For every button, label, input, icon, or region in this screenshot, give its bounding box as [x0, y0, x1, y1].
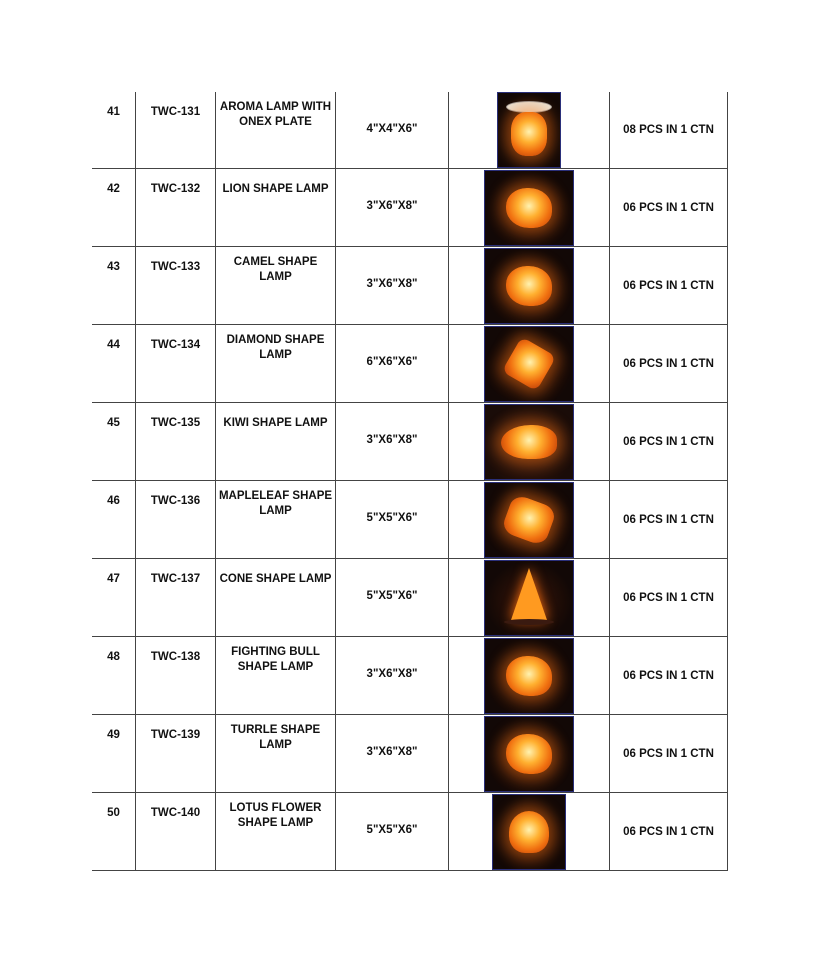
item-description-cell: [216, 169, 336, 247]
item-size: 6"X6"X6": [366, 356, 418, 368]
item-size-cell: [336, 92, 449, 169]
item-code-cell: [136, 325, 216, 403]
item-packing: 06 PCS IN 1 CTN: [623, 279, 714, 292]
bull-lamp-photo-icon: [484, 638, 574, 714]
item-photo-cell: [449, 715, 610, 793]
item-number: 49: [107, 729, 120, 741]
item-description-cell: [216, 92, 336, 169]
product-table-sheet: [92, 92, 725, 871]
item-code-cell: [136, 559, 216, 637]
item-description: DIAMOND SHAPE LAMP: [226, 334, 325, 361]
product-table: [92, 92, 728, 871]
item-size-cell: [336, 169, 449, 247]
item-packing: 06 PCS IN 1 CTN: [623, 513, 714, 526]
item-size: 3"X6"X8": [366, 278, 418, 290]
item-code: TWC-140: [150, 807, 201, 819]
item-packing: 06 PCS IN 1 CTN: [623, 435, 714, 448]
item-number: 46: [107, 495, 120, 507]
item-code-cell: [136, 481, 216, 559]
table-row: [92, 247, 728, 325]
item-photo-cell: [449, 247, 610, 325]
table-row: [92, 715, 728, 793]
item-description-cell: [216, 481, 336, 559]
item-description: TURRLE SHAPE LAMP: [230, 724, 321, 751]
item-code-cell: [136, 793, 216, 871]
turtle-lamp-photo-icon: [484, 716, 574, 792]
item-number-cell: [92, 325, 136, 403]
item-size: 5"X5"X6": [366, 512, 418, 524]
item-number: 43: [107, 261, 120, 273]
item-description-cell: [216, 715, 336, 793]
item-code-cell: [136, 169, 216, 247]
item-number-cell: [92, 559, 136, 637]
item-description: AROMA LAMP WITH ONEX PLATE: [219, 101, 332, 128]
aroma-lamp-photo-icon: [497, 92, 561, 168]
item-description: LOTUS FLOWER SHAPE LAMP: [229, 802, 322, 829]
item-packing-cell: [610, 92, 728, 169]
item-packing-cell: [610, 247, 728, 325]
item-number-cell: [92, 715, 136, 793]
item-photo-cell: [449, 559, 610, 637]
item-description-cell: [216, 637, 336, 715]
lotus-lamp-photo-icon: [492, 794, 566, 870]
item-number: 48: [107, 651, 120, 663]
table-row: [92, 637, 728, 715]
item-description: CAMEL SHAPE LAMP: [233, 256, 318, 283]
item-size: 3"X6"X8": [366, 746, 418, 758]
item-size-cell: [336, 637, 449, 715]
item-photo-cell: [449, 637, 610, 715]
item-code: TWC-132: [150, 183, 201, 195]
item-number: 45: [107, 417, 120, 429]
item-code-cell: [136, 403, 216, 481]
item-packing-cell: [610, 793, 728, 871]
item-size-cell: [336, 403, 449, 481]
camel-lamp-photo-icon: [484, 248, 574, 324]
item-number-cell: [92, 92, 136, 169]
item-number: 50: [107, 807, 120, 819]
item-code: TWC-136: [150, 495, 201, 507]
item-code: TWC-139: [150, 729, 201, 741]
item-number: 42: [107, 183, 120, 195]
item-code: TWC-135: [150, 417, 201, 429]
item-photo-cell: [449, 92, 610, 169]
item-number-cell: [92, 793, 136, 871]
item-packing-cell: [610, 559, 728, 637]
table-row: [92, 793, 728, 871]
item-size: 5"X5"X6": [366, 824, 418, 836]
item-packing: 06 PCS IN 1 CTN: [623, 201, 714, 214]
item-description: CONE SHAPE LAMP: [219, 573, 332, 585]
item-description: KIWI SHAPE LAMP: [223, 417, 328, 429]
item-number: 41: [107, 106, 120, 118]
item-packing: 06 PCS IN 1 CTN: [623, 357, 714, 370]
diamond-lamp-photo-icon: [484, 326, 574, 402]
item-size: 4"X4"X6": [366, 123, 418, 135]
item-size-cell: [336, 793, 449, 871]
table-row: [92, 325, 728, 403]
item-size: 3"X6"X8": [366, 200, 418, 212]
item-packing-cell: [610, 325, 728, 403]
item-description: FIGHTING BULL SHAPE LAMP: [231, 646, 320, 673]
item-packing: 06 PCS IN 1 CTN: [623, 825, 714, 838]
item-photo-cell: [449, 403, 610, 481]
table-row: [92, 559, 728, 637]
item-packing: 08 PCS IN 1 CTN: [623, 124, 714, 136]
table-row: [92, 92, 728, 169]
item-number-cell: [92, 637, 136, 715]
item-code-cell: [136, 715, 216, 793]
item-packing-cell: [610, 169, 728, 247]
item-description-cell: [216, 559, 336, 637]
item-description: MAPLELEAF SHAPE LAMP: [218, 490, 333, 517]
item-code-cell: [136, 247, 216, 325]
item-code: TWC-134: [150, 339, 201, 351]
item-packing-cell: [610, 637, 728, 715]
lion-lamp-photo-icon: [484, 170, 574, 246]
table-row: [92, 403, 728, 481]
item-size: 5"X5"X6": [366, 590, 418, 602]
item-photo-cell: [449, 481, 610, 559]
item-number-cell: [92, 247, 136, 325]
item-packing-cell: [610, 481, 728, 559]
table-row: [92, 481, 728, 559]
item-photo-cell: [449, 169, 610, 247]
item-size-cell: [336, 559, 449, 637]
item-code: TWC-137: [150, 573, 201, 585]
item-number: 47: [107, 573, 120, 585]
item-description: LION SHAPE LAMP: [222, 183, 329, 195]
item-packing-cell: [610, 715, 728, 793]
item-code: TWC-138: [150, 651, 201, 663]
item-size: 3"X6"X8": [366, 434, 418, 446]
item-number-cell: [92, 481, 136, 559]
item-description-cell: [216, 247, 336, 325]
item-description-cell: [216, 793, 336, 871]
item-size-cell: [336, 481, 449, 559]
kiwi-lamp-photo-icon: [484, 404, 574, 480]
item-photo-cell: [449, 325, 610, 403]
item-code: TWC-131: [150, 106, 201, 118]
cone-lamp-photo-icon: [484, 560, 574, 636]
item-description-cell: [216, 403, 336, 481]
item-size-cell: [336, 247, 449, 325]
item-size-cell: [336, 325, 449, 403]
item-size-cell: [336, 715, 449, 793]
item-packing: 06 PCS IN 1 CTN: [623, 669, 714, 682]
item-number: 44: [107, 339, 120, 351]
item-code: TWC-133: [150, 261, 201, 273]
item-packing-cell: [610, 403, 728, 481]
table-row: [92, 169, 728, 247]
item-packing: 06 PCS IN 1 CTN: [623, 747, 714, 760]
item-packing: 06 PCS IN 1 CTN: [623, 591, 714, 604]
item-size: 3"X6"X8": [366, 668, 418, 680]
item-code-cell: [136, 92, 216, 169]
item-code-cell: [136, 637, 216, 715]
item-number-cell: [92, 403, 136, 481]
item-description-cell: [216, 325, 336, 403]
item-number-cell: [92, 169, 136, 247]
item-photo-cell: [449, 793, 610, 871]
mapleleaf-lamp-photo-icon: [484, 482, 574, 558]
